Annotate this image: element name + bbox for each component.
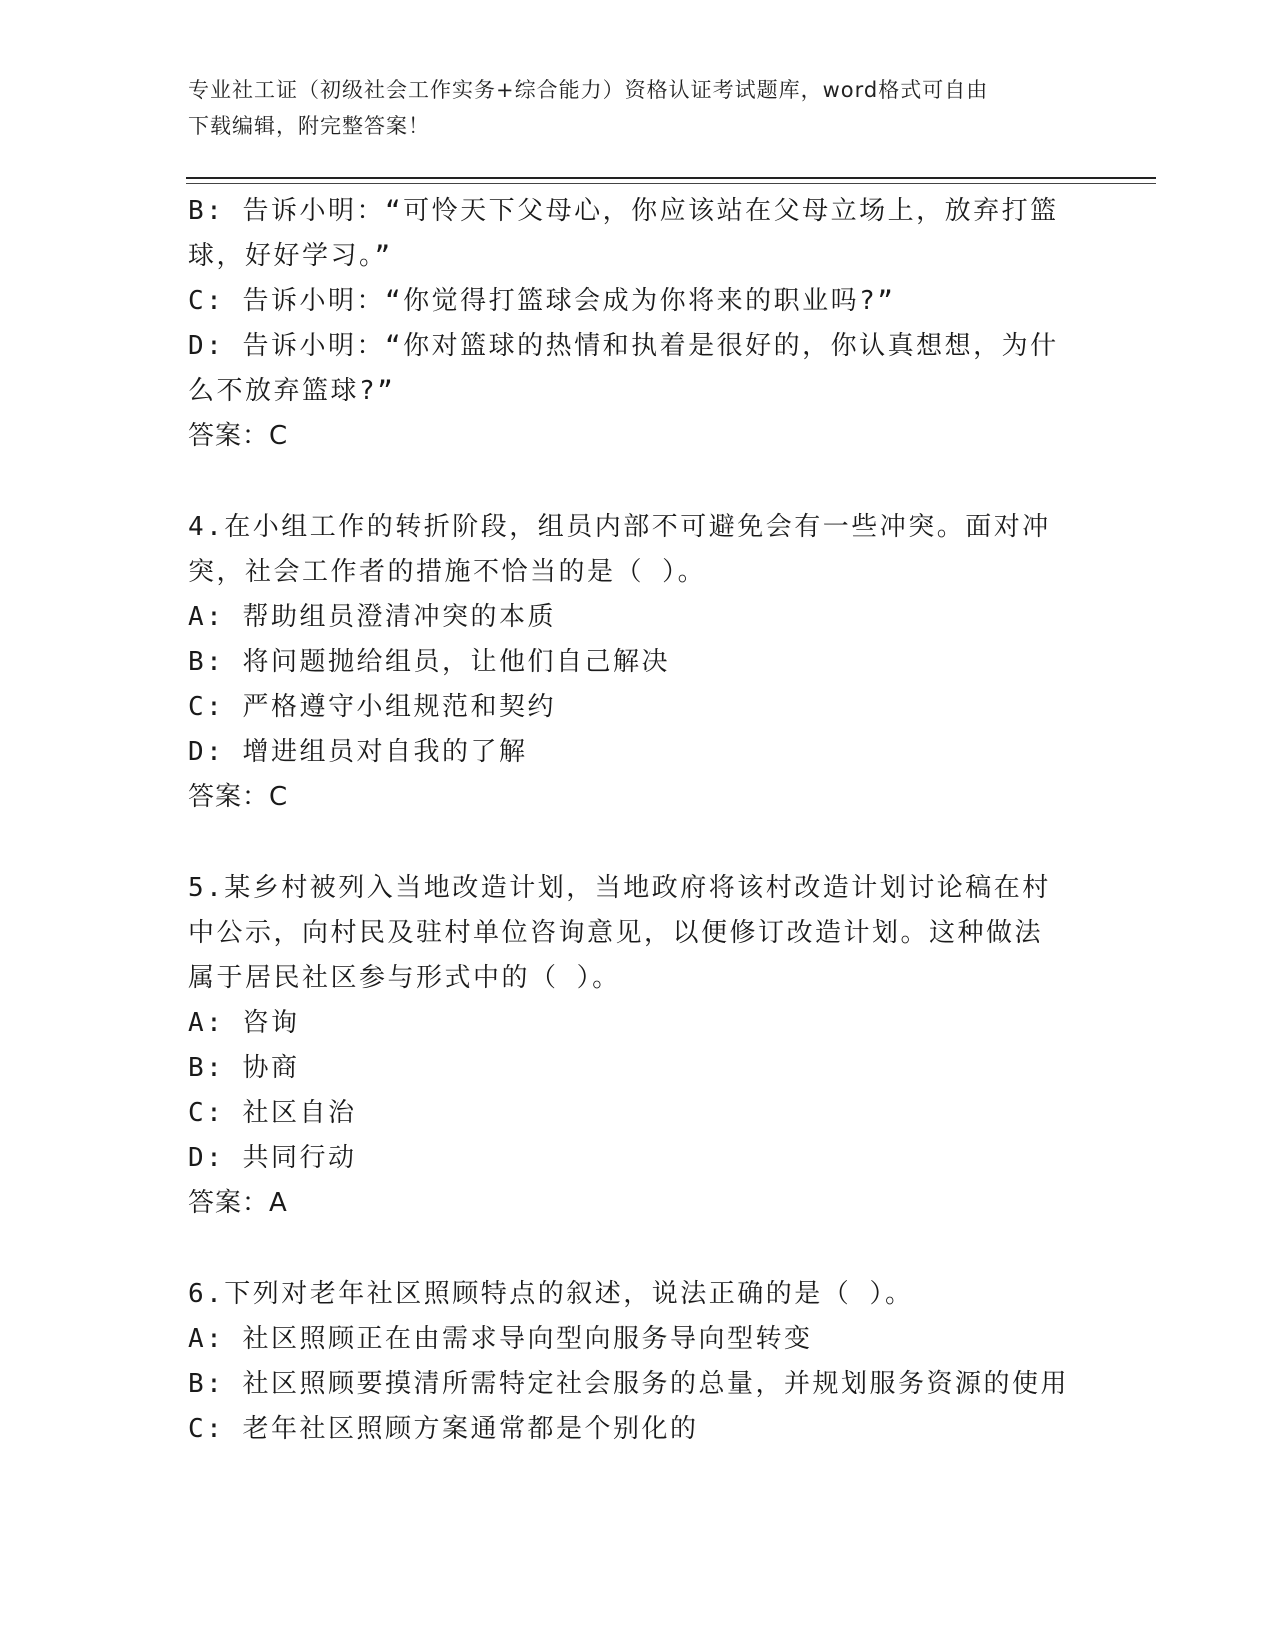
header-divider-thin (186, 183, 1156, 184)
question-6-block (188, 1272, 1088, 1452)
question-content (188, 189, 1088, 1452)
header-line-2: 下载编辑，附完整答案！ (188, 114, 430, 138)
q3-option-d-line-2: 么不放弃篮球?” (188, 376, 396, 406)
q6-option-b: B: 社区照顾要摸清所需特定社会服务的总量，并规划服务资源的使用 (188, 1369, 1069, 1399)
q6-option-c: C: 老年社区照顾方案通常都是个别化的 (188, 1414, 699, 1444)
question-5-block (188, 866, 1088, 1226)
q4-option-a: A: 帮助组员澄清冲突的本质 (188, 602, 556, 632)
q4-option-b: B: 将问题抛给组员，让他们自己解决 (188, 647, 670, 677)
q5-stem-line-3: 属于居民社区参与形式中的（ ）。 (188, 963, 621, 993)
q4-stem-line-1: 4.在小组工作的转折阶段，组员内部不可避免会有一些冲突。面对冲 (188, 512, 1051, 542)
question-3-block (188, 189, 1088, 459)
q5-option-d: D: 共同行动 (188, 1143, 357, 1173)
q4-option-c: C: 严格遵守小组规范和契约 (188, 692, 556, 722)
q3-option-b-line-2: 球，好好学习。” (188, 241, 393, 271)
q3-option-d-line-1: D: 告诉小明：“你对篮球的热情和执着是很好的，你认真想想，为什 (188, 331, 1059, 361)
q5-stem-line-1: 5.某乡村被列入当地改造计划，当地政府将该村改造计划讨论稿在村 (188, 873, 1051, 903)
q5-stem-line-2: 中公示，向村民及驻村单位咨询意见，以便修订改造计划。这种做法 (188, 918, 1044, 948)
question-4-block (188, 505, 1088, 820)
section-gap (188, 1226, 1088, 1272)
q5-option-c: C: 社区自治 (188, 1098, 357, 1128)
q4-answer: 答案：C (188, 782, 289, 812)
page-header (188, 72, 1088, 144)
q5-option-a: A: 咨询 (188, 1008, 300, 1038)
header-divider-thick (186, 177, 1156, 179)
section-gap (188, 820, 1088, 866)
q5-option-b: B: 协商 (188, 1053, 300, 1083)
q6-stem: 6.下列对老年社区照顾特点的叙述，说法正确的是（ ）。 (188, 1279, 914, 1309)
section-gap (188, 459, 1088, 505)
q4-option-d: D: 增进组员对自我的了解 (188, 737, 528, 767)
q5-answer: 答案：A (188, 1188, 288, 1218)
q3-option-b-line-1: B: 告诉小明：“可怜天下父母心，你应该站在父母立场上，放弃打篮 (188, 196, 1059, 226)
q3-option-c: C: 告诉小明：“你觉得打篮球会成为你将来的职业吗?” (188, 286, 896, 316)
q3-answer: 答案：C (188, 421, 289, 451)
q6-option-a: A: 社区照顾正在由需求导向型向服务导向型转变 (188, 1324, 813, 1354)
q4-stem-line-2: 突，社会工作者的措施不恰当的是（ ）。 (188, 557, 707, 587)
header-line-1: 专业社工证（初级社会工作实务+综合能力）资格认证考试题库，word格式可自由 (188, 78, 989, 102)
